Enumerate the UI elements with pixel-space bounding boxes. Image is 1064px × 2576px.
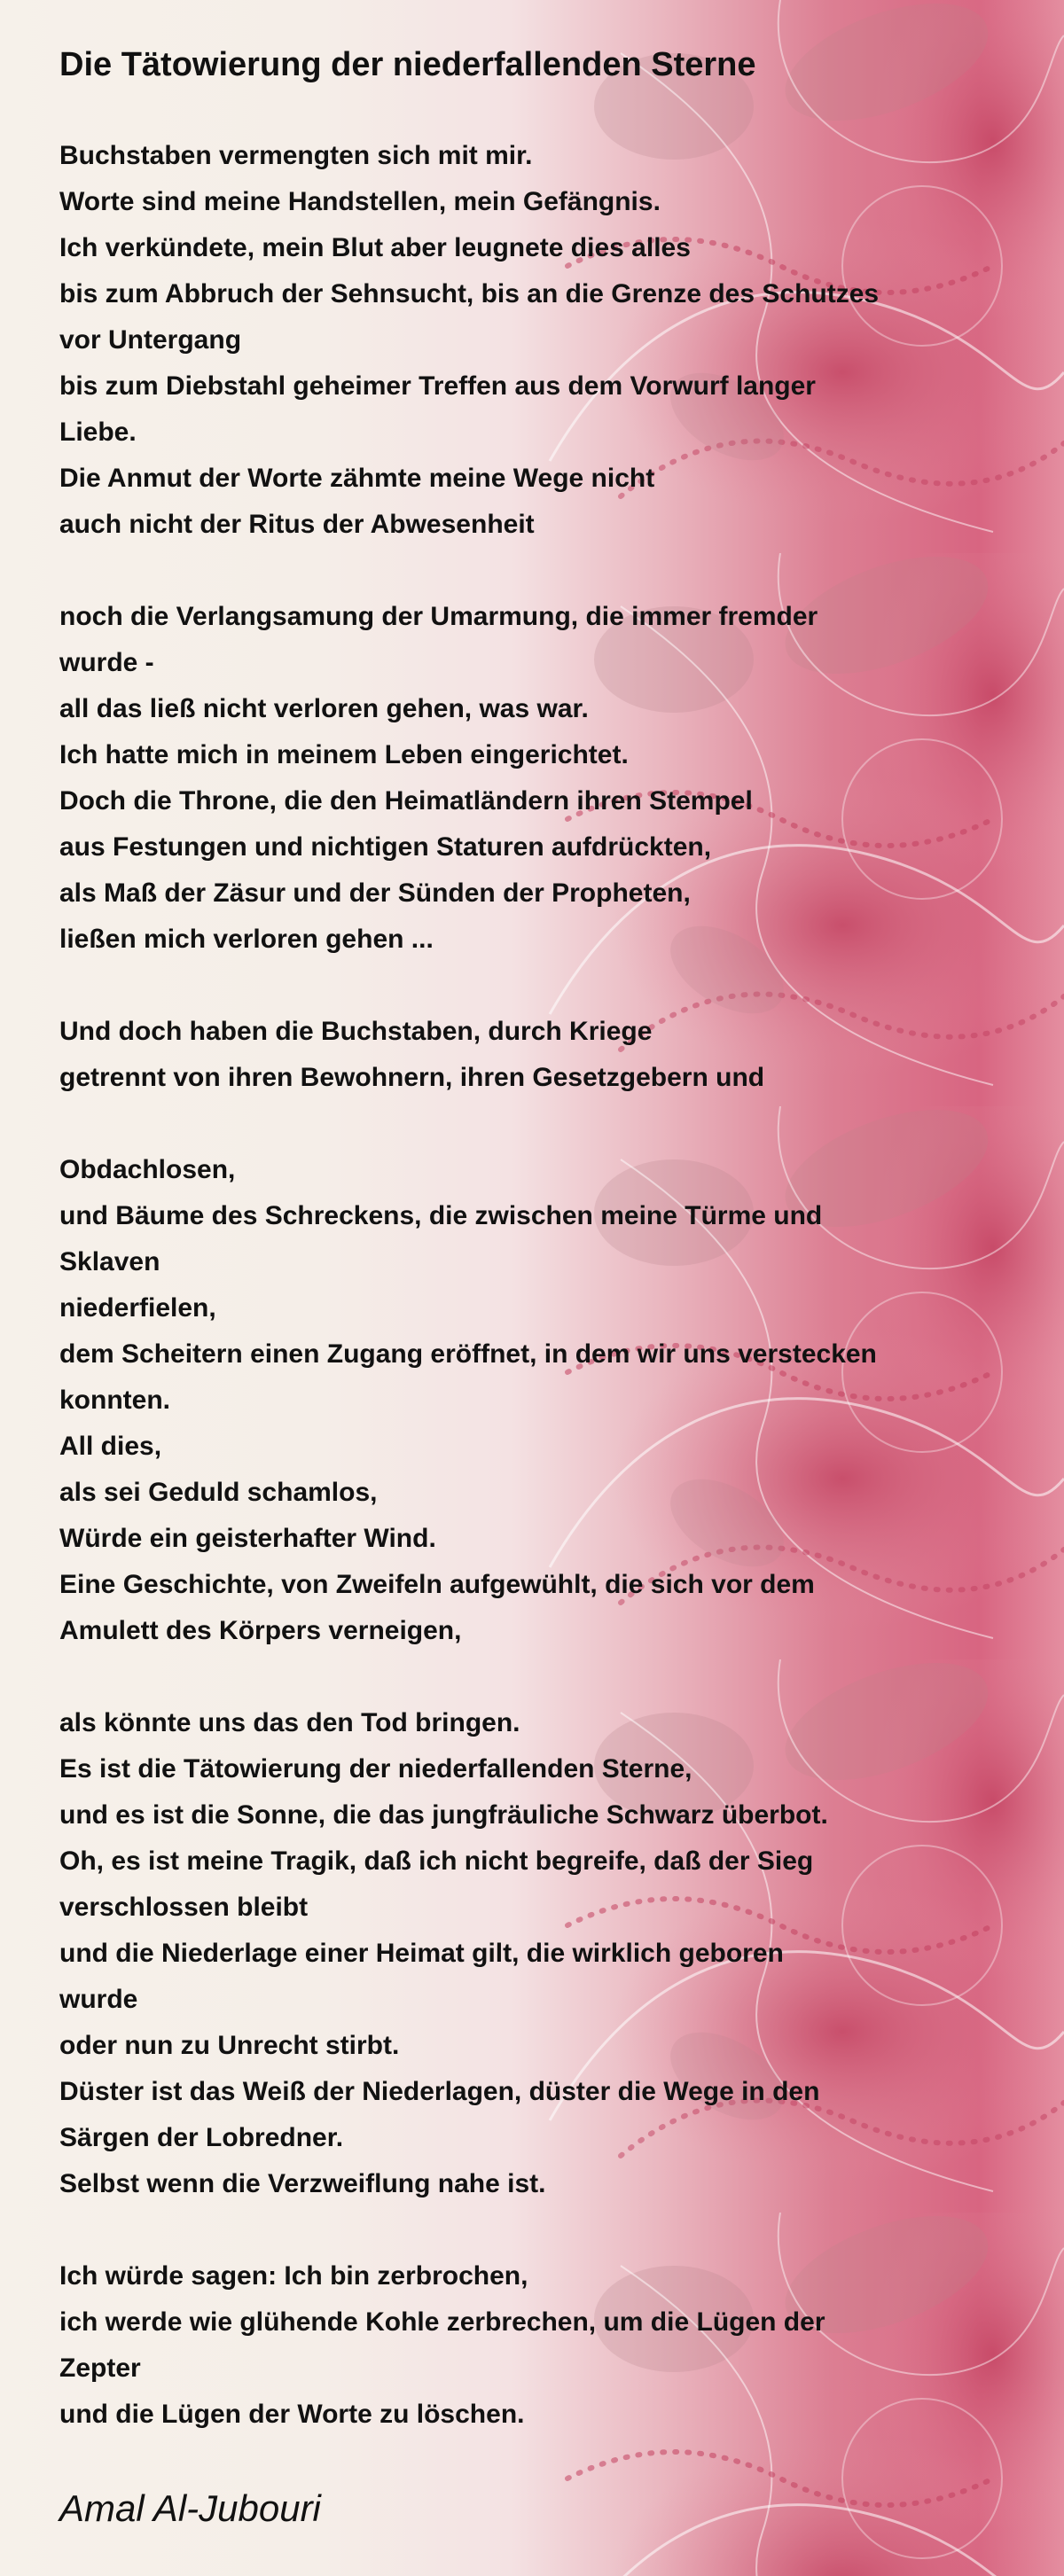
poem-line: als könnte uns das den Tod bringen. (59, 1708, 520, 1737)
poem-line: wurde (59, 1985, 138, 2014)
poem-line: Oh, es ist meine Tragik, daß ich nicht begreife, daß der Sieg (59, 1846, 814, 1876)
poem-line: bis zum Diebstahl geheimer Treffen aus dem Vorwurf langer (59, 371, 816, 401)
poem-line: noch die Verlangsamung der Umarmung, die immer fremder (59, 602, 818, 631)
poem-line: Eine Geschichte, von Zweifeln aufgewühlt, die sich vor dem (59, 1570, 815, 1599)
poem-line: vor Untergang (59, 325, 242, 355)
poem-line: als sei Geduld schamlos, (59, 1478, 378, 1507)
poem-line: getrennt von ihren Bewohnern, ihren Gesetzgebern und (59, 1063, 765, 1092)
poem-line: und es ist die Sonne, die das jungfräuliche Schwarz überbot. (59, 1800, 828, 1830)
poem-line: verschlossen bleibt (59, 1893, 309, 1922)
poem-line: oder nun zu Unrecht stirbt. (59, 2031, 400, 2060)
poem-line: bis zum Abbruch der Sehnsucht, bis an die Grenze des Schutzes (59, 279, 880, 308)
poem-line: Obdachlosen, (59, 1155, 236, 1184)
poem-title: Die Tätowierung der niederfallenden Sterne (59, 46, 756, 83)
stanza-break (59, 548, 1017, 594)
stanza-break (59, 963, 1017, 1009)
poem-line: Selbst wenn die Verzweiflung nahe ist. (59, 2169, 546, 2198)
poem-line: ließen mich verloren gehen ... (59, 925, 434, 954)
poem-line: dem Scheitern einen Zugang eröffnet, in dem wir uns verstecken (59, 1339, 877, 1369)
poem-line: Ich hatte mich in meinem Leben eingerichtet. (59, 740, 629, 769)
stanza-break (59, 1654, 1017, 1700)
poem-line: Worte sind meine Handstellen, mein Gefängnis. (59, 187, 661, 216)
poem-line: Es ist die Tätowierung der niederfallenden Sterne, (59, 1754, 692, 1784)
stanza-break (59, 2207, 1017, 2253)
stanza-break (59, 1101, 1017, 1147)
poem-line: Sklaven (59, 1247, 160, 1276)
poem-line: und die Niederlage einer Heimat gilt, die wirklich geboren (59, 1939, 784, 1968)
poem-line: aus Festungen und nichtigen Staturen aufdrückten, (59, 832, 712, 862)
poem-line: Ich würde sagen: Ich bin zerbrochen, (59, 2261, 528, 2291)
poem-line: Buchstaben vermengten sich mit mir. (59, 141, 533, 170)
poem-line: und die Lügen der Worte zu löschen. (59, 2400, 525, 2429)
poem-line: Amulett des Körpers verneigen, (59, 1616, 462, 1645)
poem-line: Düster ist das Weiß der Niederlagen, düster die Wege in den (59, 2077, 820, 2106)
poem-line: Würde ein geisterhafter Wind. (59, 1524, 436, 1553)
poem-line: Ich verkündete, mein Blut aber leugnete dies alles (59, 233, 691, 262)
poem-line: als Maß der Zäsur und der Sünden der Propheten, (59, 878, 691, 908)
poem-line: auch nicht der Ritus der Abwesenheit (59, 510, 535, 539)
poem-body (59, 133, 1017, 2438)
poem-line: Doch die Throne, die den Heimatländern ihren Stempel (59, 786, 753, 816)
poem-author: Amal Al-Jubouri (59, 2487, 321, 2529)
poem-line: wurde - (59, 648, 154, 677)
poem-line: Särgen der Lobredner. (59, 2123, 344, 2152)
poem-line: all das ließ nicht verloren gehen, was war. (59, 694, 589, 723)
poem-line: Die Anmut der Worte zähmte meine Wege nicht (59, 464, 655, 493)
poem-line: Und doch haben die Buchstaben, durch Kriege (59, 1017, 653, 1046)
poem-line: ich werde wie glühende Kohle zerbrechen, um die Lügen der (59, 2307, 825, 2337)
poem-line: konnten. (59, 1386, 170, 1415)
poem-line: Zepter (59, 2354, 141, 2383)
poem-line: Liebe. (59, 418, 137, 447)
poem-line: All dies, (59, 1432, 162, 1461)
poem-line: niederfielen, (59, 1293, 216, 1323)
poem-line: und Bäume des Schreckens, die zwischen meine Türme und (59, 1201, 823, 1230)
